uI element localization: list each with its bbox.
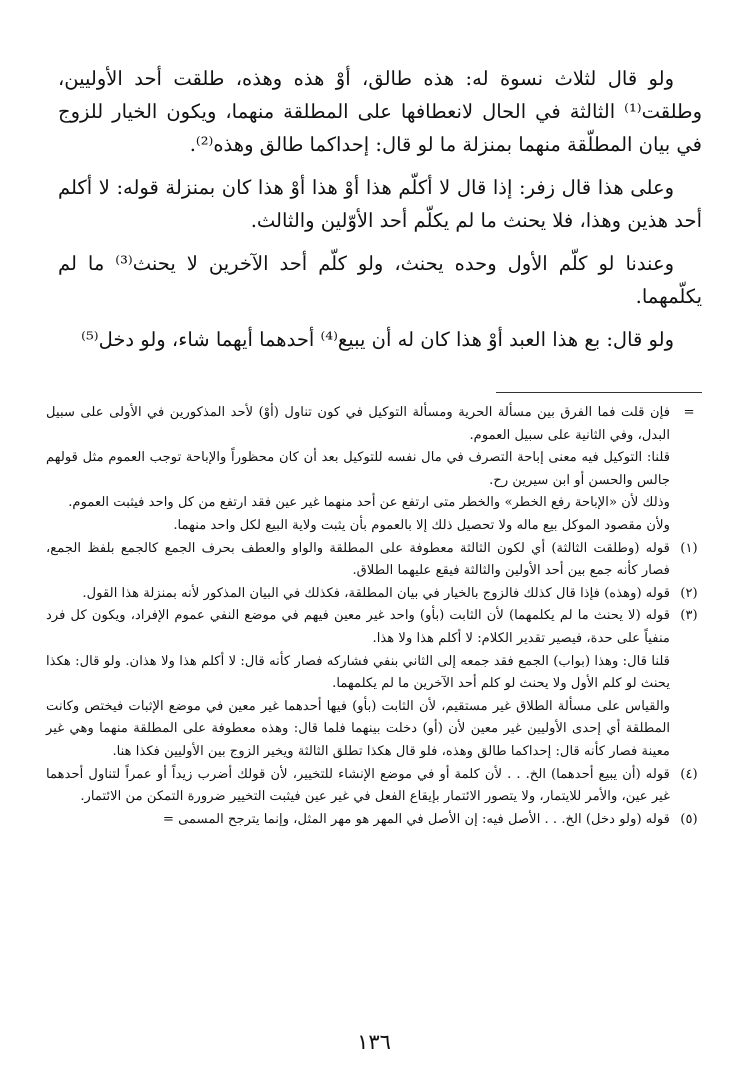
footnote-text: قوله (أن يبيع أحدهما) الخ. . . لأن كلمة أو في موضع الإنشاء للتخيير، لأن قولك أضرب زيداً أو عمراً لتناول أحدهما غير عين، والأمر للايتمار، ولا يتصور الائتمار بإيقاع الفعل في غير عين فيثبت التخيير ضرورة التمكن من الائتمار. [46, 766, 670, 805]
main-paragraph-4: ولو قال: بع هذا العبد أوْ هذا كان له أن يبيع⁽⁴⁾ أحدهما أيهما شاء، ولو دخل⁽⁵⁾ [81, 328, 674, 351]
footnote-text: قوله (لا يحنث ما لم يكلمهما) لأن الثابت (بأو) واحد غير معين فيهم في موضع النفي عموم الإفراد، ويكون كل فرد منفياً على حدة، فيصير تقدير الكلام: لا أكلم هذا ولا هذا. [46, 608, 670, 646]
continuation-marker: = [683, 405, 695, 420]
footnote-text: قلنا: التوكيل فيه معنى إباحة التصرف في مال نفسه للتوكيل بعد أن كان محظوراً والإباحة توجب العموم مثل قولهم جالس والحسن أو ابن سيرين رح. [46, 450, 670, 488]
main-paragraph-3: وعندنا لو كلّم الأول وحده يحنث، ولو كلّم أحد الآخرين لا يحنث⁽³⁾ ما لم يكلّمهما. [58, 252, 702, 308]
footnote-4 [46, 764, 708, 809]
footnote-text: والقياس على مسألة الطلاق غير مستقيم، لأن الثابت (بأو) فيها أحدهما غير معين في موضع الإثبات فيختص وكانت المطلقة أي إحدى الأوليين غير معين لأن (أو) دخلت بينهما فلما قال: وهذه معطوفة على المطلقة منهما وهي غير معينة فصار كأنه قال: إحداكما طالق وهذه، فلو قال هكذا تطلق الثالثة ويخير الزوج بين الأوليين فكذا هنا. [46, 698, 670, 759]
footnote-text: قوله (وطلقت الثالثة) أي لكون الثالثة معطوفة على المطلقة والواو والعطف بحرف الجمع كالجمع بلفظ الجمع، فصار كأنه جمع بين أحد الأولين والثالثة فيقع عليهما الطلاق. [46, 540, 670, 579]
footnote-separator [496, 392, 702, 393]
page-number: ١٣٦ [357, 1030, 391, 1054]
footnote-number: (٣) [680, 608, 698, 624]
footnote-5 [46, 809, 708, 832]
footnote-number: (١) [680, 540, 698, 556]
footnote-3 [46, 605, 708, 763]
main-paragraph-1: ولو قال لثلاث نسوة له: هذه طالق، أوْ هذه وهذه، طلقت أحد الأوليين، وطلقت⁽¹⁾ الثالثة في الحال لانعطافها على المطلقة منهما، ويكون الخيار للزوج في بيان المطلّقة منهما بمنزلة ما لو قال: إحداكما طالق وهذه⁽²⁾. [58, 67, 702, 156]
footnote-continuation [46, 402, 708, 538]
footnote-1 [46, 538, 708, 583]
footnote-number: (٤) [680, 766, 698, 782]
footnote-number: (٢) [680, 585, 698, 601]
footnote-number: (٥) [680, 811, 698, 827]
footnotes [46, 402, 708, 831]
footnote-text: قوله (ولو دخل) الخ. . . الأصل فيه: إن الأصل في المهر هو مهر المثل، وإنما يترجح المسمى = [162, 811, 670, 827]
footnote-text: فإن قلت فما الفرق بين مسألة الحرية ومسألة التوكيل في كون تناول (أوْ) لأحد المذكورين في الأولى على سبيل البدل، وفي الثانية على سبيل العموم. [46, 405, 670, 443]
footnote-text: قوله (وهذه) فإذا قال كذلك فالزوج بالخيار في بيان المطلقة، فكذلك في البيان المذكور لأنه بمنزلة هذا القول. [82, 585, 670, 601]
footnote-text: ولأن مقصود الموكل بيع ماله ولا تحصيل ذلك إلا بالعموم بأن يثبت ولاية البيع لكل واحد منهما. [173, 517, 670, 533]
main-text [58, 62, 702, 366]
footnote-text: وذلك لأن «الإباحة رفع الخطر» والخطر متى ارتفع عن أحد منهما غير عين فقد ارتفع من كل واحد فيثبت العموم. [68, 495, 670, 511]
footnote-text: قلنا قال: وهذا (بواب) الجمع فقد جمعه إلى الثاني بنفي فشاركه فصار كأنه قال: لا أكلم هذا ولا هذان. ولو قال: هكذا يحنث لو كلم الأول ولا يحنث لو كلم أحد الآخرين ما لم يكلمهما. [46, 653, 670, 692]
footnote-2 [46, 583, 708, 606]
main-paragraph-2: وعلى هذا قال زفر: إذا قال لا أكلّم هذا أوْ هذا أوْ هذا كان بمنزلة قوله: لا أكلم أحد هذين وهذا، فلا يحنث ما لم يكلّم أحد الأوّلين والثالث. [58, 176, 702, 232]
